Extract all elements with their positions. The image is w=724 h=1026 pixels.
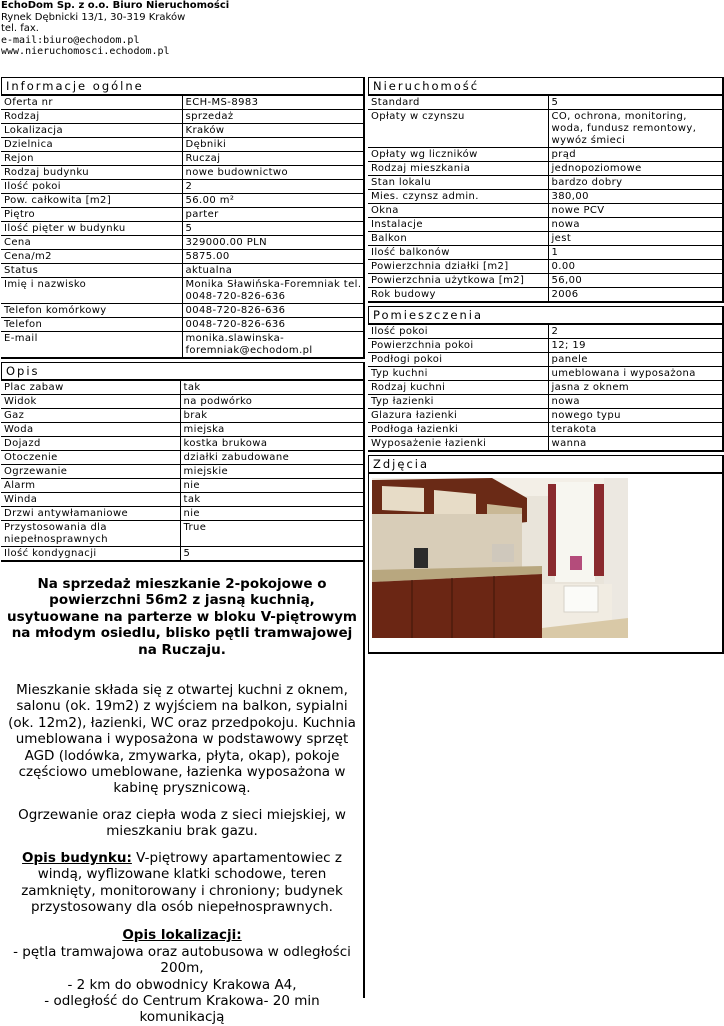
field-label: Alarm bbox=[1, 479, 180, 493]
agency-phone: tel. fax. bbox=[1, 23, 39, 35]
table-row bbox=[368, 190, 723, 204]
field-label: Pow. całkowita [m2] bbox=[1, 194, 182, 208]
section-property-title: Nieruchomość bbox=[368, 77, 724, 96]
table-row bbox=[368, 325, 723, 339]
field-value: jasna z oknem bbox=[548, 381, 723, 395]
field-label: Lokalizacja bbox=[1, 124, 182, 138]
field-label: Telefon komórkowy bbox=[1, 304, 182, 318]
field-label: Drzwi antywłamaniowe bbox=[1, 507, 180, 521]
general-table bbox=[1, 96, 365, 359]
field-label: Podłogi pokoi bbox=[368, 353, 548, 367]
property-table bbox=[368, 96, 724, 303]
field-value: Monika Sławińska-Foremniak tel. 0048-720-826-636 bbox=[182, 278, 364, 304]
field-label: Rejon bbox=[1, 152, 182, 166]
section-opis-title: Opis bbox=[1, 362, 365, 381]
table-row bbox=[1, 381, 364, 395]
table-row bbox=[368, 437, 723, 452]
location-line: - pętla tramwajowa oraz autobusowa w odległości 200m, bbox=[13, 943, 351, 977]
field-value: nowe PCV bbox=[548, 204, 723, 218]
table-row bbox=[1, 547, 364, 562]
description-location bbox=[5, 927, 359, 1025]
field-label: Imię i nazwisko bbox=[1, 278, 182, 304]
table-row bbox=[1, 521, 364, 547]
field-value: wanna bbox=[548, 437, 723, 452]
field-value: bardzo dobry bbox=[548, 176, 723, 190]
field-value: 2 bbox=[182, 180, 364, 194]
table-row bbox=[1, 180, 364, 194]
description bbox=[1, 562, 365, 1026]
table-row bbox=[1, 304, 364, 318]
field-value: działki zabudowane bbox=[180, 451, 364, 465]
field-value: jednopoziomowe bbox=[548, 162, 723, 176]
table-row bbox=[1, 507, 364, 521]
field-label: Winda bbox=[1, 493, 180, 507]
field-label: Piętro bbox=[1, 208, 182, 222]
field-label: Przystosowania dla niepełnosprawnych bbox=[1, 521, 180, 547]
table-row bbox=[368, 162, 723, 176]
field-label: Plac zabaw bbox=[1, 381, 180, 395]
field-value: tak bbox=[180, 493, 364, 507]
field-label: Opłaty w czynszu bbox=[368, 110, 548, 148]
field-value: panele bbox=[548, 353, 723, 367]
field-label: Ilość pokoi bbox=[368, 325, 548, 339]
field-label: Stan lokalu bbox=[368, 176, 548, 190]
table-row bbox=[1, 222, 364, 236]
field-label: Ilość pokoi bbox=[1, 180, 182, 194]
field-value: ECH-MS-8983 bbox=[182, 96, 364, 110]
field-label: Okna bbox=[368, 204, 548, 218]
field-label: Typ łazienki bbox=[368, 395, 548, 409]
section-photos-title: Zdjęcia bbox=[368, 455, 724, 474]
table-row bbox=[1, 423, 364, 437]
location-line: - 2 km do obwodnicy Krakowa A4, bbox=[67, 976, 297, 993]
table-row bbox=[1, 208, 364, 222]
field-value: nie bbox=[180, 507, 364, 521]
field-value: 0.00 bbox=[548, 260, 723, 274]
field-value: nie bbox=[180, 479, 364, 493]
agency-address: Rynek Dębnicki 13/1, 30-319 Kraków bbox=[1, 11, 186, 23]
field-label: Ogrzewanie bbox=[1, 465, 180, 479]
field-value: True bbox=[180, 521, 364, 547]
photo-box bbox=[368, 474, 724, 654]
field-value: 2 bbox=[548, 325, 723, 339]
table-row bbox=[368, 176, 723, 190]
table-row bbox=[1, 395, 364, 409]
kitchen-photo[interactable] bbox=[372, 478, 628, 638]
table-row bbox=[368, 353, 723, 367]
field-label: Widok bbox=[1, 395, 180, 409]
field-label: Rok budowy bbox=[368, 288, 548, 303]
table-row bbox=[1, 194, 364, 208]
table-row bbox=[368, 96, 723, 110]
table-row bbox=[368, 339, 723, 353]
field-label: Powierzchnia użytkowa [m2] bbox=[368, 274, 548, 288]
field-value: 2006 bbox=[548, 288, 723, 303]
table-row bbox=[368, 288, 723, 303]
field-label: Otoczenie bbox=[1, 451, 180, 465]
field-value: 0048-720-826-636 bbox=[182, 304, 364, 318]
field-value: umeblowana i wyposażona bbox=[548, 367, 723, 381]
table-row bbox=[1, 332, 364, 359]
table-row bbox=[368, 274, 723, 288]
table-row bbox=[368, 395, 723, 409]
table-row bbox=[368, 381, 723, 395]
field-label: Cena bbox=[1, 236, 182, 250]
field-value: nowego typu bbox=[548, 409, 723, 423]
field-value: 380,00 bbox=[548, 190, 723, 204]
field-label: Typ kuchni bbox=[368, 367, 548, 381]
table-row bbox=[1, 264, 364, 278]
location-line: - odległość do Centrum Krakowa- 20 min komunikacją bbox=[44, 992, 320, 1026]
description-lead: Na sprzedaż mieszkanie 2-pokojowe o powierzchni 56m2 z jasną kuchnią, usytuowane na parterze w bloku V-piętrowym na młodym osiedlu, blisko pętli tramwajowej na Ruczaju. bbox=[7, 576, 357, 658]
field-value: 5 bbox=[548, 96, 723, 110]
description-paragraph-1: Mieszkanie składa się z otwartej kuchni z oknem, salonu (ok. 19m2) z wyjściem na balkon, sypialni (ok. 12m2), łazienki, WC oraz przedpokoju. Kuchnia umeblowana i wyposażona w podstawowy sprzęt AGD (lodówka, zmywarka, płyta, okap), pokoje częściowo umeblowane, łazienka wyposażona w kabinę prysznicową. bbox=[8, 682, 356, 797]
description-paragraph-2: Ogrzewanie oraz ciepła woda z sieci miejskiej, w mieszkaniu brak gazu. bbox=[18, 806, 346, 840]
field-value: na podwórko bbox=[180, 395, 364, 409]
field-label: Dojazd bbox=[1, 437, 180, 451]
field-value: 56,00 bbox=[548, 274, 723, 288]
table-row bbox=[368, 148, 723, 162]
table-row bbox=[1, 236, 364, 250]
field-value: CO, ochrona, monitoring, woda, fundusz remontowy, wywóz śmieci bbox=[548, 110, 723, 148]
table-row bbox=[1, 166, 364, 180]
field-value: 56.00 m² bbox=[182, 194, 364, 208]
field-label: Woda bbox=[1, 423, 180, 437]
rooms-table bbox=[368, 325, 724, 452]
table-row bbox=[1, 250, 364, 264]
table-row bbox=[368, 246, 723, 260]
description-building bbox=[5, 850, 359, 916]
table-row bbox=[368, 423, 723, 437]
table-row bbox=[368, 367, 723, 381]
table-row bbox=[1, 493, 364, 507]
table-row bbox=[1, 451, 364, 465]
field-value: nowa bbox=[548, 218, 723, 232]
building-text: V-piętrowy apartamentowiec z windą, wyflizowane klatki schodowe, teren zamknięty, monitorowany i chroniony; budynek przystosowany dla osób niepełnosprawnych. bbox=[21, 849, 343, 915]
field-label: Ilość balkonów bbox=[368, 246, 548, 260]
field-value: Ruczaj bbox=[182, 152, 364, 166]
agency-email[interactable]: e-mail:biuro@echodom.pl bbox=[1, 34, 140, 46]
field-label: Telefon bbox=[1, 318, 182, 332]
field-label: Glazura łazienki bbox=[368, 409, 548, 423]
field-value: prąd bbox=[548, 148, 723, 162]
field-label: Instalacje bbox=[368, 218, 548, 232]
field-value: 329000.00 PLN bbox=[182, 236, 364, 250]
table-row bbox=[368, 204, 723, 218]
field-label: Wyposażenie łazienki bbox=[368, 437, 548, 452]
field-value: nowe budownictwo bbox=[182, 166, 364, 180]
table-row bbox=[1, 409, 364, 423]
field-label: E-mail bbox=[1, 332, 182, 359]
field-label: Ilość pięter w budynku bbox=[1, 222, 182, 236]
right-column bbox=[368, 77, 724, 654]
field-value: nowa bbox=[548, 395, 723, 409]
table-row bbox=[1, 138, 364, 152]
field-label: Balkon bbox=[368, 232, 548, 246]
field-value: Kraków bbox=[182, 124, 364, 138]
table-row bbox=[368, 409, 723, 423]
building-label: Opis budynku: bbox=[22, 849, 132, 866]
field-value: 5 bbox=[182, 222, 364, 236]
agency-header bbox=[1, 0, 229, 58]
field-label: Ilość kondygnacji bbox=[1, 547, 180, 562]
section-general-title: Informacje ogólne bbox=[1, 77, 365, 96]
field-value: 12; 19 bbox=[548, 339, 723, 353]
field-label: Rodzaj budynku bbox=[1, 166, 182, 180]
field-value: Dębniki bbox=[182, 138, 364, 152]
field-value: 1 bbox=[548, 246, 723, 260]
field-value: terakota bbox=[548, 423, 723, 437]
field-label: Mies. czynsz admin. bbox=[368, 190, 548, 204]
agency-name: EchoDom Sp. z o.o. Biuro Nieruchomości bbox=[1, 0, 230, 11]
section-rooms-title: Pomieszczenia bbox=[368, 306, 724, 325]
opis-table bbox=[1, 381, 365, 562]
field-value: brak bbox=[180, 409, 364, 423]
field-label: Opłaty wg liczników bbox=[368, 148, 548, 162]
table-row bbox=[1, 479, 364, 493]
field-value: sprzedaż bbox=[182, 110, 364, 124]
table-row bbox=[1, 96, 364, 110]
field-label: Powierzchnia pokoi bbox=[368, 339, 548, 353]
left-column bbox=[1, 77, 365, 1026]
field-value: miejska bbox=[180, 423, 364, 437]
table-row bbox=[368, 260, 723, 274]
field-value: parter bbox=[182, 208, 364, 222]
field-value: jest bbox=[548, 232, 723, 246]
field-label: Rodzaj mieszkania bbox=[368, 162, 548, 176]
field-label: Powierzchnia działki [m2] bbox=[368, 260, 548, 274]
field-label: Rodzaj bbox=[1, 110, 182, 124]
table-row bbox=[1, 278, 364, 304]
table-row bbox=[368, 232, 723, 246]
table-row bbox=[1, 465, 364, 479]
field-label: Dzielnica bbox=[1, 138, 182, 152]
table-row bbox=[1, 318, 364, 332]
field-value: aktualna bbox=[182, 264, 364, 278]
field-label: Gaz bbox=[1, 409, 180, 423]
field-label: Standard bbox=[368, 96, 548, 110]
field-label: Podłoga łazienki bbox=[368, 423, 548, 437]
field-value: 0048-720-826-636 bbox=[182, 318, 364, 332]
location-label: Opis lokalizacji: bbox=[122, 927, 242, 944]
field-value: tak bbox=[180, 381, 364, 395]
table-row bbox=[1, 152, 364, 166]
field-label: Rodzaj kuchni bbox=[368, 381, 548, 395]
field-value: 5 bbox=[180, 547, 364, 562]
field-value: miejskie bbox=[180, 465, 364, 479]
field-value: 5875.00 bbox=[182, 250, 364, 264]
table-row bbox=[1, 437, 364, 451]
field-value: kostka brukowa bbox=[180, 437, 364, 451]
field-label: Oferta nr bbox=[1, 96, 182, 110]
table-row bbox=[368, 110, 723, 148]
field-value: monika.slawinska-foremniak@echodom.pl bbox=[182, 332, 364, 359]
table-row bbox=[368, 218, 723, 232]
table-row bbox=[1, 110, 364, 124]
field-label: Status bbox=[1, 264, 182, 278]
field-label: Cena/m2 bbox=[1, 250, 182, 264]
table-row bbox=[1, 124, 364, 138]
agency-website[interactable]: www.nieruchomosci.echodom.pl bbox=[1, 46, 170, 58]
